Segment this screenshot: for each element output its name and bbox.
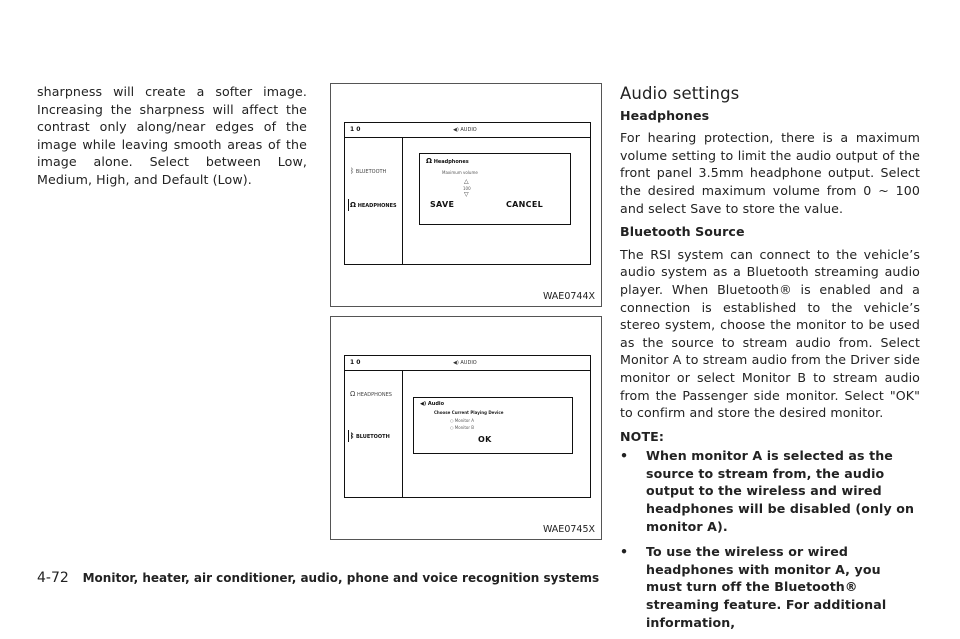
headphones-dialog <box>419 153 571 225</box>
screen-topbar <box>345 356 590 371</box>
bullet-icon: • <box>620 544 629 560</box>
headphones-icon: Ω <box>426 157 432 165</box>
right-column <box>620 83 920 639</box>
speaker-icon: ◀) <box>420 401 427 407</box>
ok-button[interactable]: OK <box>478 435 492 444</box>
save-button[interactable]: SAVE <box>430 200 455 209</box>
figure-headphones-screen <box>330 83 602 307</box>
note-bullet: • When monitor A is selected as the source to stream from, the audio output to the wireless and wired headphones will be disabled (only on monitor A). <box>620 448 915 534</box>
topbar-title: ◀) AUDIO <box>453 360 477 366</box>
speaker-icon: ◀) <box>453 360 459 366</box>
bluetooth-icon: ᛒ <box>350 432 355 440</box>
page-number: 4-72 <box>37 570 69 586</box>
subheading-headphones: Headphones <box>620 107 710 123</box>
screen-topbar <box>345 123 590 138</box>
figure-code: WAE0744X <box>542 291 595 302</box>
screen-sidebar <box>345 137 403 264</box>
chapter-title: Monitor, heater, air conditioner, audio, phone and voice recognition systems <box>82 571 600 585</box>
topbar-status: 1 0 <box>350 359 361 366</box>
figure-audio-source-screen <box>330 316 602 540</box>
sidebar-item-bluetooth[interactable]: ᛒ BLUETOOTH <box>350 432 390 440</box>
topbar-title: ◀) AUDIO <box>453 127 477 133</box>
bluetooth-icon: ᛒ <box>350 167 355 175</box>
screen-sidebar <box>345 370 403 497</box>
sidebar-selection-marker <box>348 199 349 211</box>
dialog-subtitle: Choose Current Playing Device <box>434 410 504 415</box>
section-title: Audio settings <box>620 84 740 103</box>
speaker-icon: ◀) <box>453 127 459 133</box>
dialog-title: Ω Headphones <box>426 157 469 165</box>
volume-value: 100 <box>463 186 471 191</box>
headphones-icon: Ω <box>350 390 356 398</box>
headphones-icon: Ω <box>350 201 356 209</box>
volume-down-icon[interactable]: ▽ <box>464 191 469 198</box>
sidebar-item-bluetooth[interactable]: ᛒ BLUETOOTH <box>350 167 387 175</box>
screen-illustration <box>344 122 591 265</box>
sidebar-item-headphones[interactable]: Ω HEADPHONES <box>350 390 392 398</box>
bullet-icon: • <box>620 448 629 464</box>
dialog-setting-label: Maximum volume <box>442 170 478 175</box>
topbar-status: 1 0 <box>350 126 361 133</box>
sidebar-item-headphones[interactable]: Ω HEADPHONES <box>350 201 397 209</box>
radio-icon: ○ <box>450 418 454 423</box>
left-paragraph: sharpness will create a softer image. Increasing the sharpness will affect the contrast only along/near edges of the image while leaving smooth areas of the image alone. Select between Low, Medium, High, and Default (Low). <box>37 84 307 187</box>
audio-source-dialog <box>413 397 573 454</box>
bluetooth-paragraph: The RSI system can connect to the vehicle’s audio system as a Bluetooth streaming audio player. When Bluetooth® is enabled and a connection is established to the vehicle’s stereo system, choose the monitor to be used as the source to stream audio from. Select Monitor A to stream audio from the Driver side monitor or select Monitor B to stream audio from the Passenger side monitor. Select "OK" to confirm and store the desired monitor. <box>620 246 920 421</box>
figure-code: WAE0745X <box>542 524 595 535</box>
dialog-title: ◀) Audio <box>420 401 445 407</box>
note-bullet: • To use the wireless or wired headphones with monitor A, you must turn off the Bluetooth® streaming feature. For additional information, <box>620 544 887 630</box>
option-monitor-b[interactable]: ○ Monitor B <box>450 425 475 430</box>
note-heading: NOTE: <box>620 428 664 444</box>
radio-icon: ○ <box>450 425 454 430</box>
headphones-paragraph: For hearing protection, there is a maximum volume setting to limit the audio output of the front panel 3.5mm headphone output. Select the desired maximum volume from 0 ~ 100 and select Save to store the value. <box>620 130 920 216</box>
page-footer <box>37 570 599 586</box>
volume-up-icon[interactable]: △ <box>464 178 469 185</box>
screen-illustration <box>344 355 591 498</box>
sidebar-selection-marker <box>348 430 349 442</box>
option-monitor-a[interactable]: ○ Monitor A <box>450 418 474 423</box>
cancel-button[interactable]: CANCEL <box>506 200 543 209</box>
subheading-bluetooth-source: Bluetooth Source <box>620 224 745 240</box>
